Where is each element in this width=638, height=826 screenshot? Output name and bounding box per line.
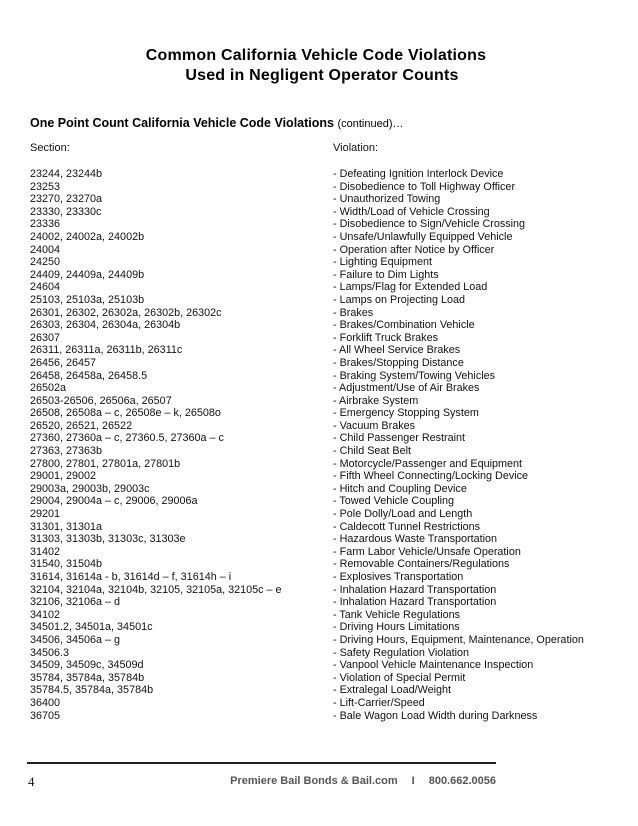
violation-description: - Fifth Wheel Connecting/Locking Device [333, 470, 529, 483]
document-title-line1: Common California Vehicle Code Violations [145, 47, 487, 64]
table-row [0, 370, 638, 383]
table-row [0, 344, 638, 357]
section-code: 29201 [30, 508, 61, 521]
section-code: 23244, 23244b [30, 168, 103, 180]
table-row [0, 634, 638, 647]
section-code: 26503-26506, 26506a, 26507 [30, 394, 172, 407]
footer-contact [230, 775, 496, 787]
table-row [0, 684, 638, 697]
section-code: 23270, 23270a [30, 193, 103, 206]
section-code: 26301, 26302, 26302a, 26302b, 26302c [30, 306, 222, 319]
section-code: 32106, 32106a – d [30, 596, 121, 609]
footer-separator: I [411, 775, 415, 787]
violation-description: - Motorcycle/Passenger and Equipment [333, 457, 523, 470]
table-row [0, 269, 638, 282]
violation-description: - Pole Dolly/Load and Length [333, 508, 473, 521]
violation-description: - Failure to Dim Lights [333, 268, 439, 281]
table-row [0, 533, 638, 546]
violation-description: - Operation after Notice by Officer [333, 243, 495, 256]
table-row [0, 231, 638, 244]
section-code: 24002, 24002a, 24002b [30, 230, 145, 243]
section-code: 23253 [30, 180, 61, 193]
violation-description: - Lamps on Projecting Load [333, 293, 466, 306]
section-code: 34506, 34506a – g [30, 633, 121, 646]
section-code: 31540, 31504b [30, 558, 103, 571]
violation-description: - Inhalation Hazard Transportation [333, 583, 497, 596]
column-header-violation: Violation: [333, 142, 379, 154]
violations-table [0, 168, 638, 722]
section-code: 26311, 26311a, 26311b, 26311c [30, 344, 183, 357]
table-row [0, 521, 638, 534]
section-code: 24004 [30, 243, 61, 256]
violation-description: - Driving Hours Limitations [333, 621, 460, 634]
section-code: 23336 [30, 218, 61, 231]
violation-description: - Extralegal Load/Weight [333, 684, 452, 697]
table-row [0, 659, 638, 672]
section-code: 26458, 26458a, 26458.5 [30, 369, 148, 382]
section-code: 27360, 27360a – c, 27360.5, 27360a – c [30, 432, 224, 445]
violation-description: - Adjustment/Use of Air Brakes [333, 382, 480, 395]
section-code: 26456, 26457 [30, 356, 97, 369]
section-code: 23330, 23330c [30, 205, 102, 218]
violation-description: - Forklift Truck Brakes [333, 331, 438, 344]
violation-description: - Bale Wagon Load Width during Darkness [333, 709, 538, 722]
table-row [0, 596, 638, 609]
table-row [0, 672, 638, 685]
subtitle-note: (continued)… [337, 118, 404, 130]
violation-description: - Vanpool Vehicle Maintenance Inspection [333, 659, 534, 672]
violation-description: - Emergency Stopping System [333, 407, 479, 420]
violation-description: - Disobedience to Toll Highway Officer [333, 180, 516, 193]
document-title-line2: Used in Negligent Operator Counts [185, 67, 459, 84]
table-row [0, 168, 638, 181]
violation-description: - Defeating Ignition Interlock Device [333, 168, 504, 180]
violation-description: - Lighting Equipment [333, 256, 433, 269]
table-row [0, 546, 638, 559]
violation-description: - Hazardous Waste Transportation [333, 533, 498, 546]
violation-description: - Lamps/Flag for Extended Load [333, 281, 488, 294]
table-row [0, 495, 638, 508]
section-code: 24250 [30, 256, 61, 269]
section-code: 24604 [30, 281, 61, 294]
table-row [0, 558, 638, 571]
violation-description: - Vacuum Brakes [333, 419, 416, 432]
footer-divider [27, 762, 496, 764]
table-row [0, 470, 638, 483]
subtitle-text: One Point Count California Vehicle Code Violations [30, 116, 334, 130]
table-row [0, 458, 638, 471]
table-row [0, 218, 638, 231]
table-row [0, 193, 638, 206]
section-subtitle [30, 116, 404, 130]
table-row [0, 395, 638, 408]
table-row [0, 710, 638, 723]
table-row [0, 307, 638, 320]
violation-description: - Removable Containers/Regulations [333, 558, 510, 571]
violation-description: - Width/Load of Vehicle Crossing [333, 205, 490, 218]
violation-description: - Safety Regulation Violation [333, 646, 470, 659]
violation-description: - Child Passenger Restraint [333, 432, 466, 445]
violation-description: - Airbrake System [333, 394, 419, 407]
column-header-section: Section: [30, 142, 70, 154]
table-row [0, 571, 638, 584]
table-row [0, 382, 638, 395]
table-row [0, 621, 638, 634]
table-row [0, 181, 638, 194]
table-row [0, 609, 638, 622]
section-code: 24409, 24409a, 24409b [30, 268, 145, 281]
table-row [0, 647, 638, 660]
table-row [0, 281, 638, 294]
violation-description: - Brakes [333, 306, 374, 319]
violation-description: - Caldecott Tunnel Restrictions [333, 520, 481, 533]
table-row [0, 319, 638, 332]
table-row [0, 332, 638, 345]
section-code: 26508, 26508a – c, 26508e – k, 26508o [30, 407, 221, 420]
table-row [0, 206, 638, 219]
section-code: 36400 [30, 696, 61, 709]
section-code: 29003a, 29003b, 29003c [30, 482, 150, 495]
table-row [0, 407, 638, 420]
table-row [0, 420, 638, 433]
table-row [0, 697, 638, 710]
table-row [0, 483, 638, 496]
table-row [0, 357, 638, 370]
violation-description: - Unauthorized Towing [333, 193, 441, 206]
table-row [0, 584, 638, 597]
violation-description: - Hitch and Coupling Device [333, 482, 467, 495]
section-code: 26502a [30, 382, 67, 395]
section-code: 32104, 32104a, 32104b, 32105, 32105a, 32105c – e [30, 583, 282, 596]
section-code: 34501.2, 34501a, 34501c [30, 621, 153, 634]
violation-description: - Child Seat Belt [333, 445, 412, 458]
violation-description: - Lift-Carrier/Speed [333, 696, 425, 709]
section-code: 26307 [30, 331, 61, 344]
violation-description: - Explosives Transportation [333, 571, 464, 583]
violation-description: - Driving Hours, Equipment, Maintenance, Operation [333, 633, 584, 646]
table-row [0, 256, 638, 269]
violation-description: - Unsafe/Unlawfully Equipped Vehicle [333, 230, 513, 243]
section-code: 34506.3 [30, 646, 70, 659]
footer-phone: 800.662.0056 [428, 775, 496, 787]
section-code: 31301, 31301a [30, 520, 103, 533]
section-code: 34102 [30, 608, 61, 621]
section-code: 35784.5, 35784a, 35784b [30, 684, 154, 697]
section-code: 31402 [30, 545, 61, 558]
table-row [0, 508, 638, 521]
table-row [0, 244, 638, 257]
violation-description: - Inhalation Hazard Transportation [333, 596, 497, 609]
violation-description: - Brakes/Combination Vehicle [333, 319, 475, 332]
section-code: 36705 [30, 709, 61, 722]
section-code: 26303, 26304, 26304a, 26304b [30, 319, 181, 332]
section-code: 34509, 34509c, 34509d [30, 659, 144, 672]
section-code: 31614, 31614a - b, 31614d – f, 31614h – i [30, 571, 232, 583]
footer-company: Premiere Bail Bonds & Bail.com [230, 775, 398, 787]
violation-description: - All Wheel Service Brakes [333, 344, 461, 357]
section-code: 29001, 29002 [30, 470, 97, 483]
section-code: 27363, 27363b [30, 445, 103, 458]
table-row [0, 294, 638, 307]
table-row [0, 432, 638, 445]
violation-description: - Brakes/Stopping Distance [333, 356, 464, 369]
section-code: 35784, 35784a, 35784b [30, 671, 145, 684]
section-code: 29004, 29004a – c, 29006, 29006a [30, 495, 198, 508]
violation-description: - Farm Labor Vehicle/Unsafe Operation [333, 545, 521, 558]
violation-description: - Tank Vehicle Regulations [333, 608, 461, 621]
page-number: 4 [28, 774, 35, 789]
section-code: 27800, 27801, 27801a, 27801b [30, 457, 181, 470]
violation-description: - Violation of Special Permit [333, 671, 466, 684]
violation-description: - Towed Vehicle Coupling [333, 495, 455, 508]
violation-description: - Braking System/Towing Vehicles [333, 369, 496, 382]
section-code: 26520, 26521, 26522 [30, 419, 133, 432]
section-code: 31303, 31303b, 31303c, 31303e [30, 533, 186, 546]
table-row [0, 445, 638, 458]
section-code: 25103, 25103a, 25103b [30, 293, 145, 306]
violation-description: - Disobedience to Sign/Vehicle Crossing [333, 218, 526, 231]
